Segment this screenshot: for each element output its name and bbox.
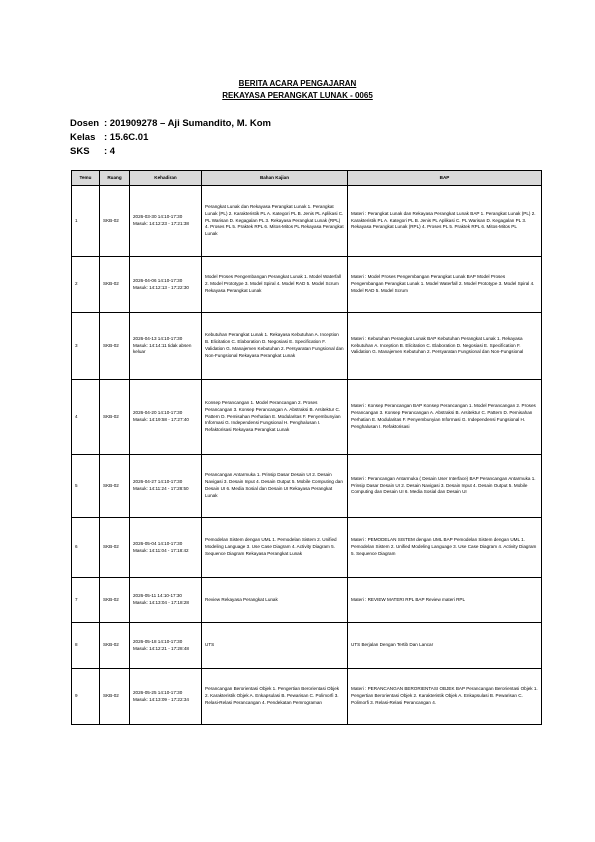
cell-bap: UTS Berjalan Dengan Tertib Dan Lancar bbox=[348, 623, 542, 669]
cell-bahan-kajian: Review Rekayasa Perangkat Lunak bbox=[202, 578, 348, 623]
info-value: : 4 bbox=[104, 146, 116, 157]
cell-kehadiran: 2026-05-25 14:10-17:30 Masuk: 14:13:09 - 17:22:34 bbox=[130, 669, 202, 725]
cell-bahan-kajian: Perangkat Lunak dan Rekayasa Perangkat Lunak 1. Perangkat Lunak (PL) 2. Karakteristik PL A. Kategori PL B. Jenis PL Aplikasi C. PL Warisan D. Kegagalan PL 3. Rekayasa Perangkat Lunak (RPL) 4. Proses PL 5. Praktek RPL 6. Mitos-Mitos PL Rekayasa Perangkat Lunak bbox=[202, 186, 348, 257]
cell-kehadiran: 2026-04-06 14:10-17:30 Masuk: 14:12:13 - 17:22:30 bbox=[130, 257, 202, 313]
info-value: : 15.6C.01 bbox=[104, 132, 149, 143]
info-label: Dosen bbox=[70, 118, 100, 129]
cell-ruang: SKB-02 bbox=[100, 313, 130, 380]
cell-temu: 3 bbox=[72, 313, 100, 380]
cell-kehadiran: 2026-05-11 14:10-17:30 Masuk: 14:13:04 - 17:18:28 bbox=[130, 578, 202, 623]
cell-bahan-kajian: Kebutuhan Perangkat Lunak 1. Rekayasa Kebutuhan A. Inception B. Elicitation C. Elaboration D. Negosiasi E. Specification F. Validation G. Manajemen Kebutuhan 2. Persyaratan Fungsional dan Non-Fungsional Rekayasa Perangkat Lunak bbox=[202, 313, 348, 380]
cell-kehadiran: 2026-04-20 14:10-17:30 Masuk: 14:19:58 - 17:27:40 bbox=[130, 380, 202, 455]
table-row bbox=[72, 313, 542, 380]
table-row bbox=[72, 578, 542, 623]
table-row bbox=[72, 518, 542, 578]
cell-ruang: SKB-02 bbox=[100, 380, 130, 455]
table-row bbox=[72, 669, 542, 725]
cell-temu: 1 bbox=[72, 186, 100, 257]
attendance-table bbox=[71, 170, 542, 725]
cell-temu: 8 bbox=[72, 623, 100, 669]
table-row bbox=[72, 186, 542, 257]
table-row bbox=[72, 623, 542, 669]
info-value: : 201909278 – Aji Sumandito, M. Kom bbox=[104, 118, 272, 129]
cell-temu: 5 bbox=[72, 455, 100, 518]
cell-ruang: SKB-02 bbox=[100, 669, 130, 725]
table-row bbox=[72, 455, 542, 518]
cell-bap: Materi : REVIEW MATERI RPL BAP Review materi RPL bbox=[348, 578, 542, 623]
cell-temu: 4 bbox=[72, 380, 100, 455]
cell-ruang: SKB-02 bbox=[100, 623, 130, 669]
info-sks bbox=[70, 146, 115, 157]
info-label: SKS bbox=[70, 146, 90, 157]
cell-ruang: SKB-02 bbox=[100, 518, 130, 578]
cell-kehadiran: 2026-05-18 14:10-17:30 Masuk: 14:12:21 - 17:28:48 bbox=[130, 623, 202, 669]
info-label: Kelas bbox=[70, 132, 96, 143]
cell-ruang: SKB-02 bbox=[100, 257, 130, 313]
cell-ruang: SKB-02 bbox=[100, 186, 130, 257]
header-bap: BAP bbox=[348, 171, 542, 186]
cell-bap: Materi : Kebutuhan Perangkat Lunak BAP Kebutuhan Perangkat Lunak 1. Rekayasa Kebutuhan A. Inception B. Elicitation C. Elaboration D. Negosiasi E. Specification F. Validation G. Manajemen Kebutuhan 2. Persyaratan Fungsional dan Non-Fungsional bbox=[348, 313, 542, 380]
header-ruang: Ruang bbox=[100, 171, 130, 186]
cell-temu: 7 bbox=[72, 578, 100, 623]
cell-bahan-kajian: Model Proses Pengembangan Perangkat Lunak 1. Model Waterfall 2. Model Prototype 3. Model Spiral 4. Model RAD 5. Model Scrum Rekayasa Perangkat Lunak bbox=[202, 257, 348, 313]
cell-bahan-kajian: Perancangan Antarmuka 1. Prinsip Dasar Desain UI 2. Desain Navigasi 3. Desain Input 4. Desain Output 5. Mobile Computing dan Desain UI 6. Media Sosial dan Desain UI Rekayasa Perangkat Lunak bbox=[202, 455, 348, 518]
header-kehadiran: Kehadiran bbox=[130, 171, 202, 186]
cell-ruang: SKB-02 bbox=[100, 455, 130, 518]
cell-kehadiran: 2026-03-30 14:10-17:30 Masuk: 14:12:23 - 17:21:38 bbox=[130, 186, 202, 257]
table-row bbox=[72, 257, 542, 313]
info-dosen bbox=[70, 118, 271, 129]
cell-bahan-kajian: Perancangan Berorientasi Objek 1. Pengertian Berorientasi Objek 2. Karakteristik Objek A. Enkapsulasi B. Pewarisan C. Polimorfi 3. Relasi-Relasi Perancangan 4. Pendekatan Pemrograman bbox=[202, 669, 348, 725]
cell-bap: Materi : PERANCANGAN BERORIENTASI OBJEK BAP Perancangan Berorientasi Objek 1. Pengertian Berorientasi Objek 2. Karakteristik Objek A. Enkapsulasi B. Pewarisan C. Polimorfi 3. Relasi-Relasi Perancangan 4. bbox=[348, 669, 542, 725]
cell-temu: 6 bbox=[72, 518, 100, 578]
header-temu: Temu bbox=[72, 171, 100, 186]
cell-kehadiran: 2026-04-13 14:10-17:30 Masuk: 14:14:11 tidak absen keluar bbox=[130, 313, 202, 380]
cell-bap: Materi : Perancangan Antarmuka ( Desain User Interface) BAP Perancangan Antarmuka 1. Prinsip Dasar Desain UI 2. Desain Navigasi 3. Desain Input 4. Desain Output 5. Mobile Computing dan Desain UI 6. Media Sosial dan Desain UI bbox=[348, 455, 542, 518]
cell-temu: 2 bbox=[72, 257, 100, 313]
table-row bbox=[72, 380, 542, 455]
document-title: BERITA ACARA PENGAJARAN bbox=[238, 79, 357, 88]
cell-temu: 9 bbox=[72, 669, 100, 725]
table-header-row bbox=[72, 171, 542, 186]
cell-kehadiran: 2026-05-04 14:10-17:30 Masuk: 14:11:04 - 17:18:42 bbox=[130, 518, 202, 578]
header-bahan-kajian: Bahan Kajian bbox=[202, 171, 348, 186]
cell-bap: Materi : Perangkat Lunak dan Rekayasa Perangkat Lunak BAP 1. Perangkat Lunak (PL) 2. Karakteristik PL A. Kategori PL B. Jenis PL Aplikasi C. PL Warisan D. Kegagalan PL 3. Rekayasa Perangkat Lunak (RPL) 4. Proses PL 5. Praktek RPL 6. Mitos-Mitos PL bbox=[348, 186, 542, 257]
cell-bap: Materi : Konsep Perancangan BAP Konsep Perancangan 1. Model Perancangan 2. Proses Perancangan 3. Konsep Perancangan A. Abstraksi B. Arsitektur C. Pattern D. Pemisahan Perhatian E. Modularitas F. Penyembunyian Informasi G. Independensi Fungsional H. Penghalusan I. Refaktorisasi bbox=[348, 380, 542, 455]
cell-bahan-kajian: UTS bbox=[202, 623, 348, 669]
cell-kehadiran: 2026-04-27 14:10-17:30 Masuk: 14:11:24 - 17:28:50 bbox=[130, 455, 202, 518]
cell-bap: Materi : PEMODELAN SISTEM dengan UML BAP Pemodelan Sistem dengan UML 1. Pemodelan Sistem 2. Unified Modeling Language 3. Use Case Diagram 4. Activity Diagram 5. Sequence Diagram bbox=[348, 518, 542, 578]
info-kelas bbox=[70, 132, 148, 143]
cell-bahan-kajian: Konsep Perancangan 1. Model Perancangan 2. Proses Perancangan 3. Konsep Perancangan A. Abstraksi B. Arsitektur C. Pattern D. Pemisahan Perhatian E. Modularitas F. Penyembunyian Informasi G. Independensi Fungsional H. Penghalusan I. Refaktorisasi Rekayasa Perangkat Lunak bbox=[202, 380, 348, 455]
cell-bahan-kajian: Pemodelan Sistem dengan UML 1. Pemodelan Sistem 2. Unified Modeling Language 3. Use Case Diagram 4. Activity Diagram 5. Sequence Diagram Rekayasa Perangkat Lunak bbox=[202, 518, 348, 578]
document-subtitle: REKAYASA PERANGKAT LUNAK - 0065 bbox=[222, 91, 373, 100]
cell-bap: Materi : Model Proses Pengembangan Perangkat Lunak BAP Model Proses Pengembangan Perangkat Lunak 1. Model Waterfall 2. Model Prototype 3. Model Spiral 4. Model RAD 5. Model Scrum bbox=[348, 257, 542, 313]
cell-ruang: SKB-02 bbox=[100, 578, 130, 623]
